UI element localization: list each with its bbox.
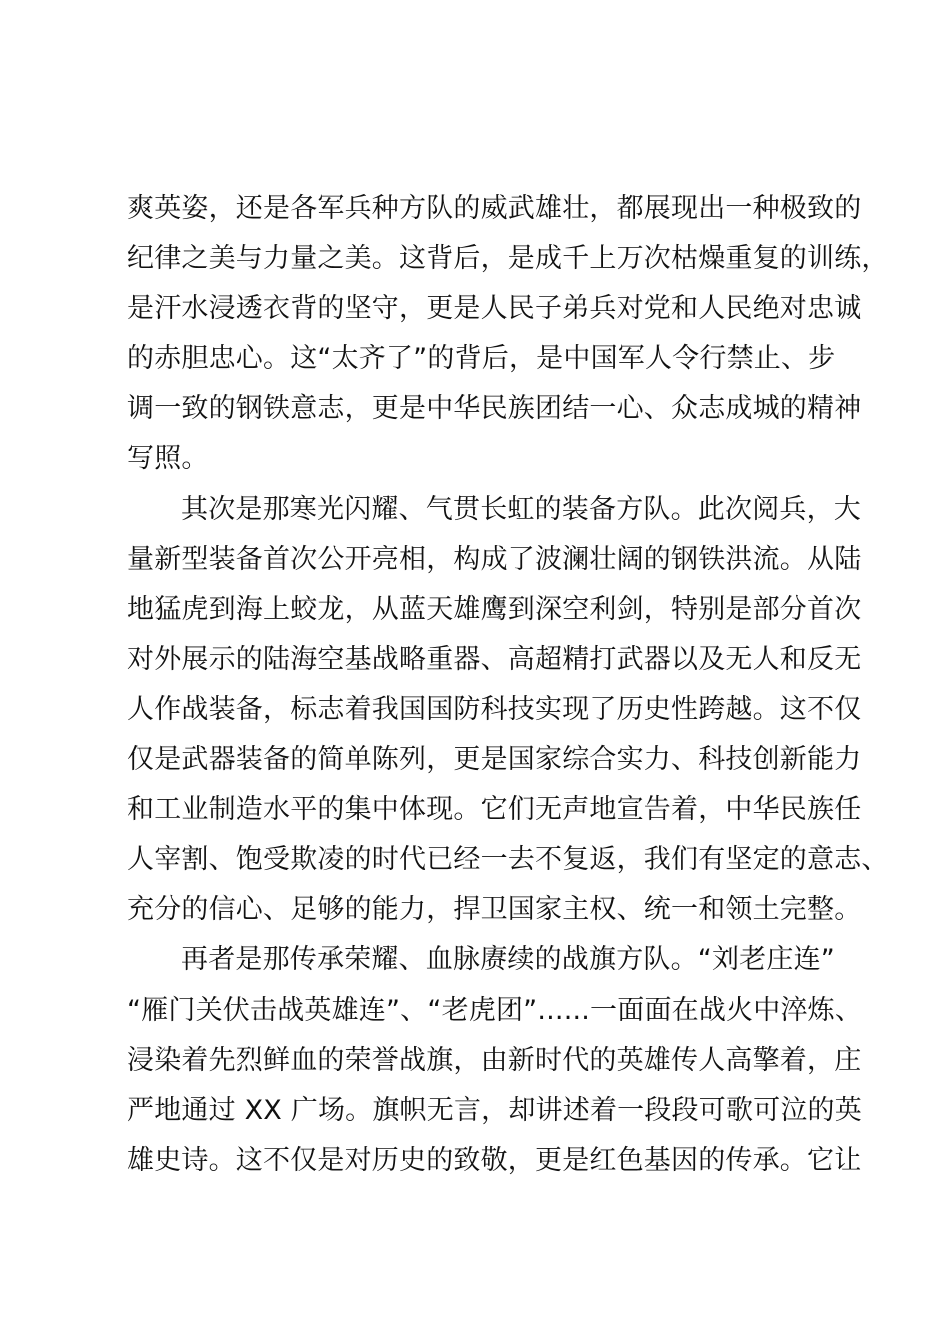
text-line: 人宰割、饱受欺凌的时代已经一去不复返，我们有坚定的意志、 (127, 844, 889, 876)
text-line: 浸染着先烈鲜血的荣誉战旗，由新时代的英雄传人高擎着，庄 (127, 1044, 862, 1076)
text-line: 纪律之美与力量之美。这背后，是成千上万次枯燥重复的训练， (127, 243, 889, 275)
text-line: 人作战装备，标志着我国国防科技实现了历史性跨越。这不仅 (127, 693, 862, 725)
text-line: 严地通过 XX 广场。旗帜无言，却讲述着一段段可歌可泣的英 (127, 1094, 862, 1126)
text-line: 调一致的钢铁意志，更是中华民族团结一心、众志成城的精神 (127, 393, 862, 425)
text-line: 量新型装备首次公开亮相，构成了波澜壮阔的钢铁洪流。从陆 (127, 543, 862, 575)
text-line: 写照。 (127, 443, 209, 475)
body-text (127, 184, 889, 1186)
text-line: 爽英姿，还是各军兵种方队的威武雄壮，都展现出一种极致的 (127, 193, 862, 224)
text-line: 对外展示的陆海空基战略重器、高超精打武器以及无人和反无 (127, 643, 862, 675)
paragraph-start-line: 再者是那传承荣耀、血脉赓续的战旗方队。“刘老庄连” (181, 944, 835, 976)
text-line: 地猛虎到海上蛟龙，从蓝天雄鹰到深空利剑，特别是部分首次 (127, 593, 862, 625)
text-line: 和工业制造水平的集中体现。它们无声地宣告着，中华民族任 (127, 794, 862, 826)
paragraph-start-line: 其次是那寒光闪耀、气贯长虹的装备方队。此次阅兵，大 (181, 493, 861, 525)
text-line: 充分的信心、足够的能力，捍卫国家主权、统一和领土完整。 (127, 894, 862, 926)
text-line: 的赤胆忠心。这“太齐了”的背后，是中国军人令行禁止、步 (127, 343, 836, 375)
text-line: 仅是武器装备的简单陈列，更是国家综合实力、科技创新能力 (127, 744, 862, 776)
text-line: 雄史诗。这不仅是对历史的致敬，更是红色基因的传承。它让 (127, 1144, 862, 1176)
text-line: 是汗水浸透衣背的坚守，更是人民子弟兵对党和人民绝对忠诚 (127, 293, 862, 325)
text-line: “雁门关伏击战英雄连”、“老虎团”......一面面在战火中淬炼、 (127, 994, 863, 1026)
